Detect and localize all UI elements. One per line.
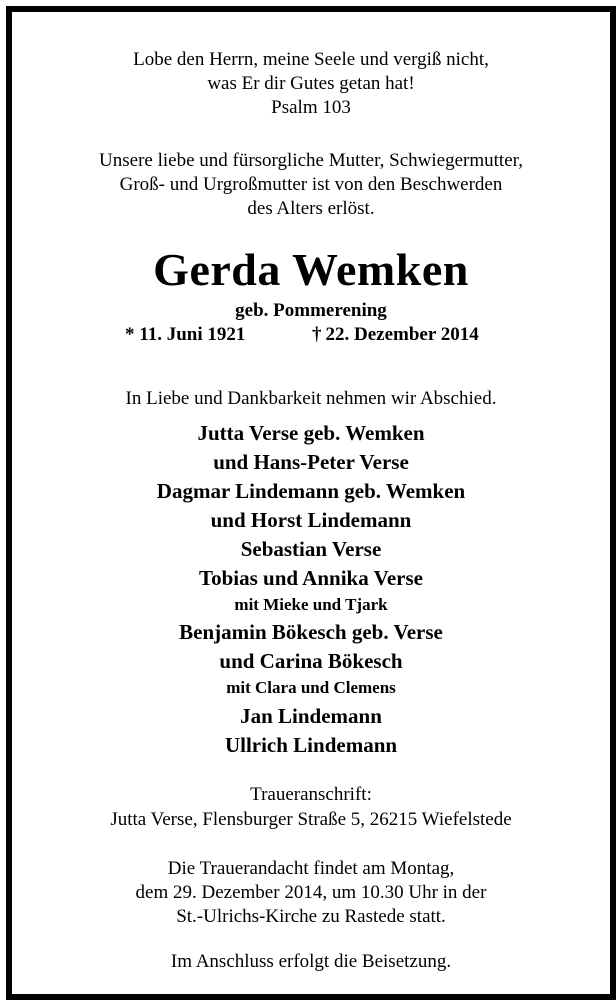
farewell-line: In Liebe und Dankbarkeit nehmen wir Abschied. — [125, 388, 497, 409]
service-line-2: dem 29. Dezember 2014, um 10.30 Uhr in der — [135, 882, 487, 903]
deceased-name: Gerda Wemken — [153, 244, 469, 295]
intro-line-2: Groß- und Urgroßmutter ist von den Beschwerden — [119, 174, 503, 195]
mourner-line: und Horst Lindemann — [210, 508, 412, 532]
psalm-line-2: was Er dir Gutes getan hat! — [207, 73, 415, 94]
mourner-line: Tobias und Annika Verse — [199, 566, 423, 590]
mourner-line: und Hans-Peter Verse — [213, 450, 409, 474]
intro-line-3: des Alters erlöst. — [247, 198, 375, 219]
mourner-line: mit Clara und Clemens — [226, 678, 396, 697]
service-line-1: Die Trauerandacht findet am Montag, — [167, 858, 455, 879]
intro-line-1: Unsere liebe und fürsorgliche Mutter, Schwiegermutter, — [99, 150, 523, 171]
mourner-line: Jutta Verse geb. Wemken — [197, 421, 425, 445]
burial-line: Im Anschluss erfolgt die Beisetzung. — [170, 951, 452, 972]
maiden-name: geb. Pommerening — [235, 300, 387, 321]
death-date-group — [312, 324, 479, 346]
obituary-notice — [6, 6, 616, 1000]
mourner-line: Benjamin Bökesch geb. Verse — [179, 620, 443, 644]
mourner-line: Dagmar Lindemann geb. Wemken — [156, 479, 466, 503]
birth-date: * 11. Juni 1921 — [125, 324, 246, 345]
cross-icon: † — [312, 324, 322, 345]
address-value: Jutta Verse, Flensburger Straße 5, 26215 Wiefelstede — [110, 809, 512, 830]
mourner-line: mit Mieke und Tjark — [234, 595, 388, 614]
psalm-reference: Psalm 103 — [271, 97, 351, 118]
mourner-line: Ullrich Lindemann — [224, 733, 398, 757]
service-line-3: St.-Ulrichs-Kirche zu Rastede statt. — [176, 906, 446, 927]
mourner-line: Sebastian Verse — [240, 537, 382, 561]
mourner-line: Jan Lindemann — [240, 704, 382, 728]
psalm-line-1: Lobe den Herrn, meine Seele und vergiß nicht, — [133, 49, 489, 70]
death-date: 22. Dezember 2014 — [325, 324, 479, 345]
address-label: Traueranschrift: — [250, 784, 372, 805]
mourner-line: und Carina Bökesch — [219, 649, 403, 673]
